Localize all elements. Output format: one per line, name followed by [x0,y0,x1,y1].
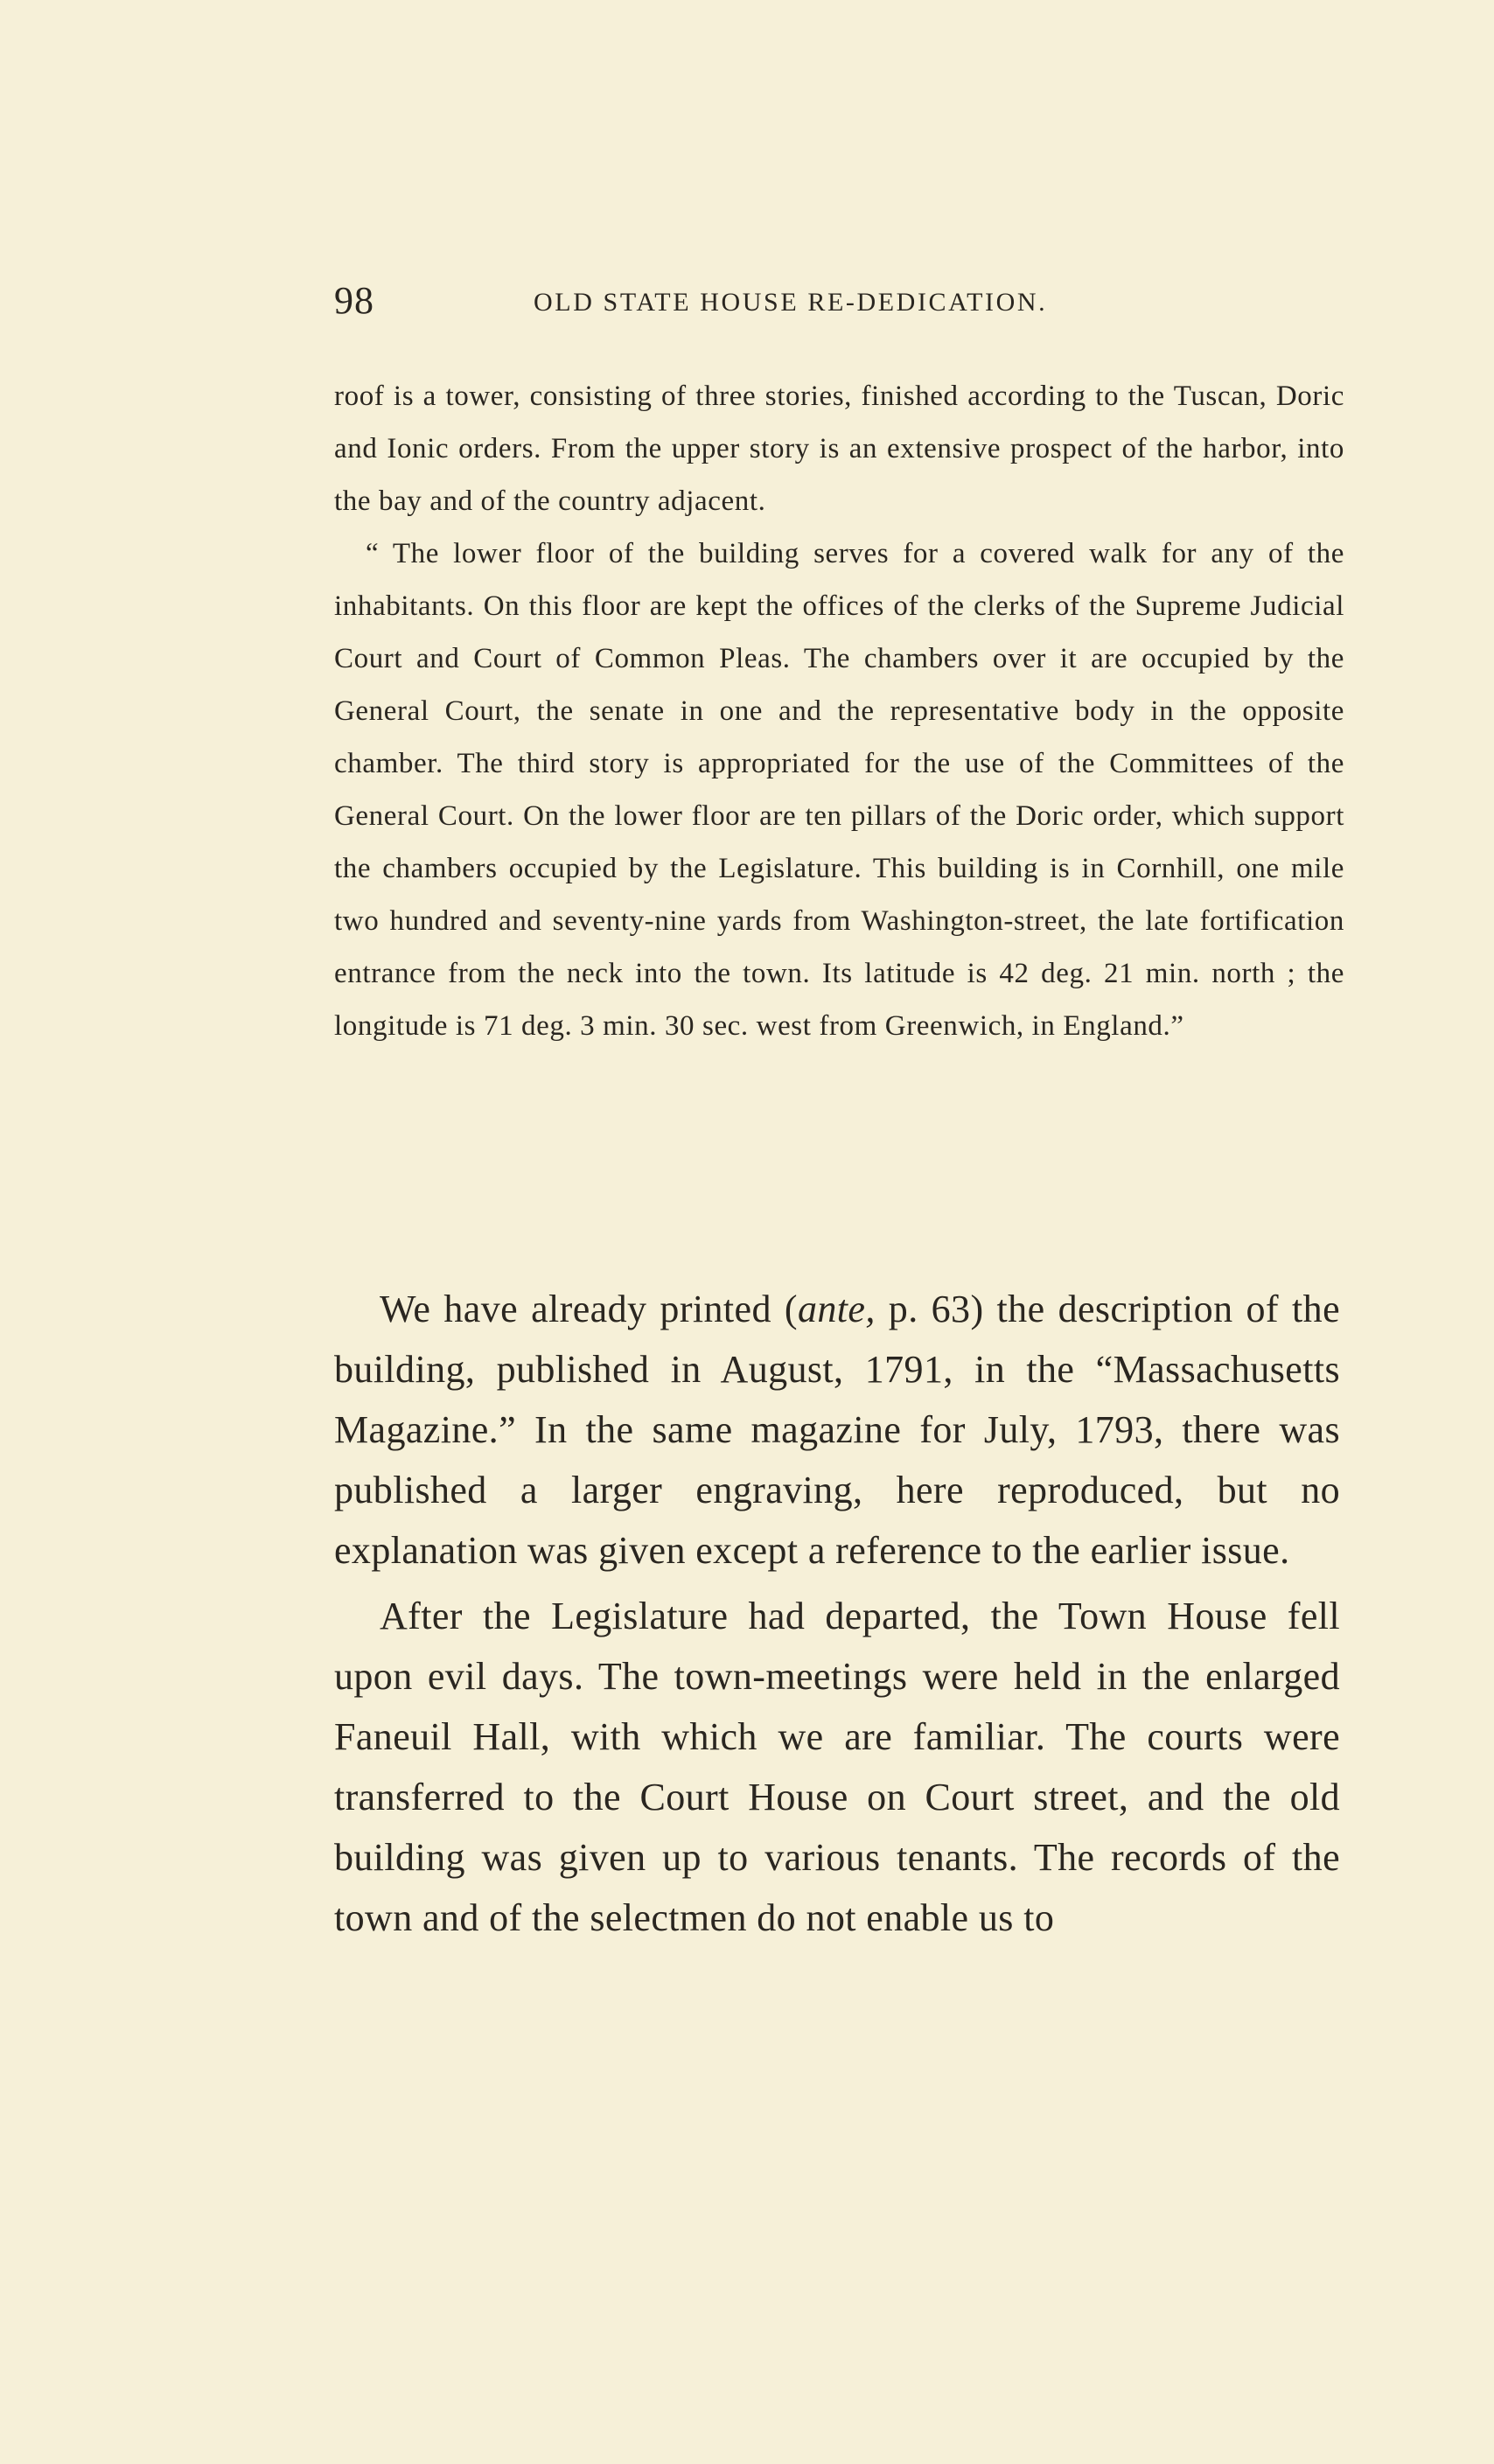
page-number: 98 [334,279,374,322]
body-text-run: We have already printed ( [380,1288,798,1330]
quote-paragraph: “ The lower floor of the building serves for a covered walk for any of the inhabitants. On this floor are kept the offices of the clerks of the Supreme Judicial Court and Court of Common Pleas. The chambers over it are occupied by the General Court, the senate in one and the representative body in the opposite chamber. The third story is appropriated for the use of the Committees of the General Court. On the lower floor are ten pillars of the Doric order, which support the chambers occupied by the Legislature. This building is in Cornhill, one mile two hundred and seventy-nine yards from Washington-street, the late fortification entrance from the neck into the town. Its latitude is 42 deg. 21 min. north ; the longitude is 71 deg. 3 min. 30 sec. west from Greenwich, in England.” [334,538,1344,1042]
running-title: OLD STATE HOUSE RE-DEDICATION. [534,288,1048,317]
body-paragraph: After the Legislature had departed, the Town House fell upon evil days. The town-meetings were held in the enlarged Faneuil Hall, with which we are familiar. The courts were transferred to the Court House on Court street, and the old building was given up to various tenants. The records of the town and of the selectmen do not enable us to [334,1595,1340,1939]
page-header [334,278,1340,324]
quote-paragraph: roof is a tower, consisting of three stories, finished according to the Tuscan, Doric and Ionic orders. From the upper story is an extensive prospect of the harbor, into the bay and of the country adjacent. [334,380,1344,517]
quoted-description [334,370,1344,1052]
ante-reference: ante, [797,1288,876,1330]
body-text-run: p. 63) the description of the building, published in August, 1791, in the “Massachusetts Magazine.” In the same magazine for July, 1793, there was published a larger engraving, here reproduced, but no explanation was given except a reference to the earlier issue. [334,1288,1340,1572]
body-paragraph [334,1279,1340,1581]
body-text [334,1279,1340,1948]
